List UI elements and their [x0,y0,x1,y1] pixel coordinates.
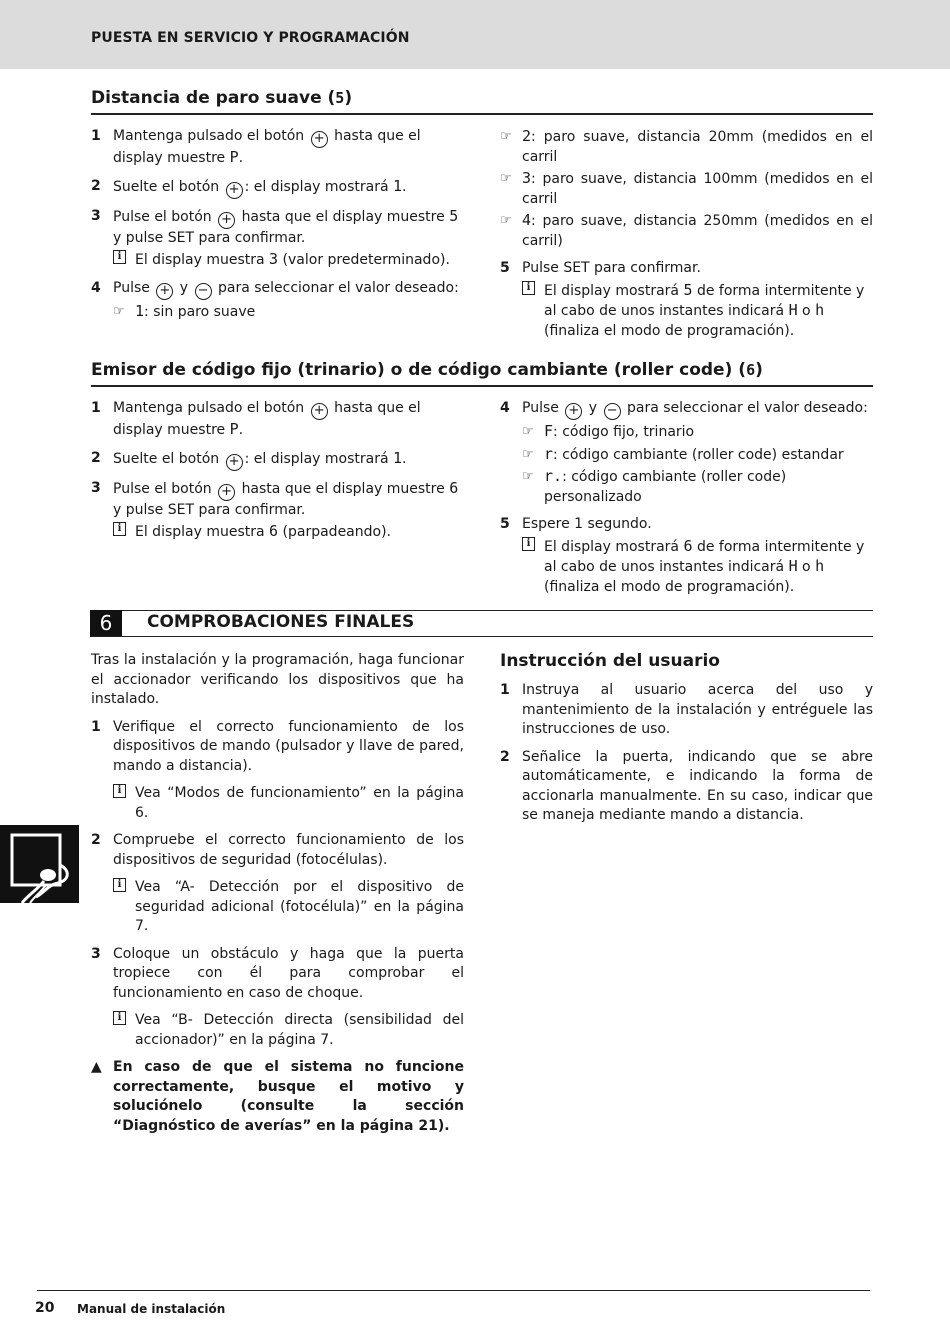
plus-button-icon: + [311,403,328,420]
info-icon: i [113,1011,126,1025]
step-3: 3 Pulse el botón + hasta que el display muestre 5 y pulse SET para confirmar. i El display muestra 3 (valor predeterminado). [91,207,464,271]
step-4: 4 Pulse + y − para seleccionar el valor deseado: ☞ F: código fijo, trinario ☞ r: código cambiante (roller code) estandar ☞ r.: código cambiante (roller code) personalizado [500,399,875,507]
usuario-column [500,681,873,834]
warning-note: ▲ En caso de que el sistema no funcione correctamente, busque el motivo y soluciónelo (consulte la sección “Diagnóstico de averías” en la página 21). [91,1059,464,1134]
step-1: 1 Instruya al usuario acerca del uso y mantenimiento de la instalación y entréguele las instrucciones de uso. [500,682,873,737]
plus-button-icon: + [218,484,235,501]
sec1-right-column [500,127,873,349]
pointing-hand-icon: ☞ [500,129,512,144]
step-3: 3 Pulse el botón + hasta que el display muestre 6 y pulse SET para confirmar. i El display muestra 6 (parpadeando). [91,479,464,543]
minus-button-icon: − [604,403,621,420]
info-note: i El display muestra 3 (valor predeterminado). [113,250,464,271]
info-note: i El display mostrará 5 de forma intermitente y al cabo de unos instantes indicará H o h (finaliza el modo de programación). [522,281,873,342]
option-item: ☞ 1: sin paro suave [113,301,256,320]
pointing-hand-icon: ☞ [522,469,534,484]
info-icon: i [113,878,126,892]
pointing-hand-icon: ☞ [113,303,125,319]
info-note: i El display mostrará 6 de forma intermitente y al cabo de unos instantes indicará H o h (finaliza el modo de programación). [522,537,875,598]
power-plug-icon [0,825,79,903]
pointing-hand-icon: ☞ [522,446,534,462]
option-item: ☞ r.: código cambiante (roller code) personalizado [522,467,787,505]
step-2: 2 Suelte el botón + : el display mostrará 1. [91,448,407,469]
info-note: i Vea “A- Detección por el dispositivo de seguridad adicional (fotocélula)” en la página 7. [91,878,464,937]
section-rule [91,113,873,115]
step-2: 2 Compruebe el correcto funcionamiento de los dispositivos de seguridad (fotocélulas). [91,832,464,868]
section-rule-top [91,610,873,611]
step-4: 4 Pulse + y − para seleccionar el valor deseado: ☞ 1: sin paro suave [91,279,464,323]
section-number-badge: 6 [90,610,122,637]
info-icon: i [113,522,126,536]
plus-button-icon: + [218,212,235,229]
minus-button-icon: − [195,283,212,300]
sec2-left-column [91,399,464,551]
section-title-comprobaciones: COMPROBACIONES FINALES [147,612,415,632]
option-item: ☞ 3: paro suave, distancia 100mm (medidos en el carril [500,169,873,207]
plus-button-icon: + [226,182,243,199]
step-1: 1 Mantenga pulsado el botón + hasta que el display muestre P. [91,128,421,166]
page-number: 20 [35,1300,55,1316]
plus-button-icon: + [226,454,243,471]
info-icon: i [113,784,126,798]
step-2: 2 Suelte el botón + : el display mostrará 1. [91,176,407,197]
option-item: ☞ F: código fijo, trinario [522,422,695,440]
warning-icon: ▲ [91,1059,102,1075]
page-header-title: PUESTA EN SERVICIO Y PROGRAMACIÓN [91,30,410,46]
sec1-left-column [91,127,464,330]
sec3-left-column [91,651,464,1136]
info-note: i Vea “Modos de funcionamiento” en la página 6. [91,784,464,823]
section-rule-bottom [91,636,873,637]
step-3: 3 Coloque un obstáculo y haga que la puerta tropiece con él para comprobar el funcionamiento en caso de choque. [91,945,464,1001]
plus-button-icon: + [156,283,173,300]
section-title-usuario: Instrucción del usuario [500,651,720,671]
section-title-paro-suave: Distancia de paro suave (5) [91,88,353,108]
pointing-hand-icon: ☞ [500,171,512,186]
step-2: 2 Señalice la puerta, indicando que se abre automáticamente, e indicando la forma de accionarla manualmente. En su caso, indicar que se maneja mediante mando a distancia. [500,748,873,823]
info-icon: i [522,281,535,295]
plus-button-icon: + [565,403,582,420]
sec2-right-column [500,399,875,605]
pointing-hand-icon: ☞ [522,424,534,439]
option-item: ☞ r: código cambiante (roller code) estandar [522,444,844,463]
plus-button-icon: + [311,131,328,148]
info-note: i Vea “B- Detección directa (sensibilidad del accionador)” en la página 7. [91,1011,464,1050]
step-5: 5 Pulse SET para confirmar. i El display mostrará 5 de forma intermitente y al cabo de unos instantes indicará H o h (finaliza el modo de programación). [500,259,873,341]
step-1: 1 Verifique el correcto funcionamiento de los dispositivos de mando (pulsador y llave de pared, mando a distancia). [91,718,464,774]
info-icon: i [113,250,126,264]
step-1: 1 Mantenga pulsado el botón + hasta que el display muestre P. [91,400,421,438]
footer-rule [37,1290,870,1291]
step-5: 5 Espere 1 segundo. i El display mostrará 6 de forma intermitente y al cabo de unos instantes indicará H o h (finaliza el modo de programación). [500,515,875,597]
intro-paragraph: Tras la instalación y la programación, haga funcionar el accionador verificando los dispositivos que ha instalado. [91,652,464,707]
footer-title: Manual de instalación [77,1302,226,1316]
section-rule [91,385,873,387]
info-note: i El display muestra 6 (parpadeando). [113,522,464,543]
option-item: ☞ 2: paro suave, distancia 20mm (medidos en el carril [500,127,873,165]
pointing-hand-icon: ☞ [500,213,512,228]
info-icon: i [522,537,535,551]
section-title-emisor: Emisor de código fijo (trinario) o de código cambiante (roller code) (6) [91,360,763,380]
option-item: ☞ 4: paro suave, distancia 250mm (medidos en el carril) [500,211,873,249]
